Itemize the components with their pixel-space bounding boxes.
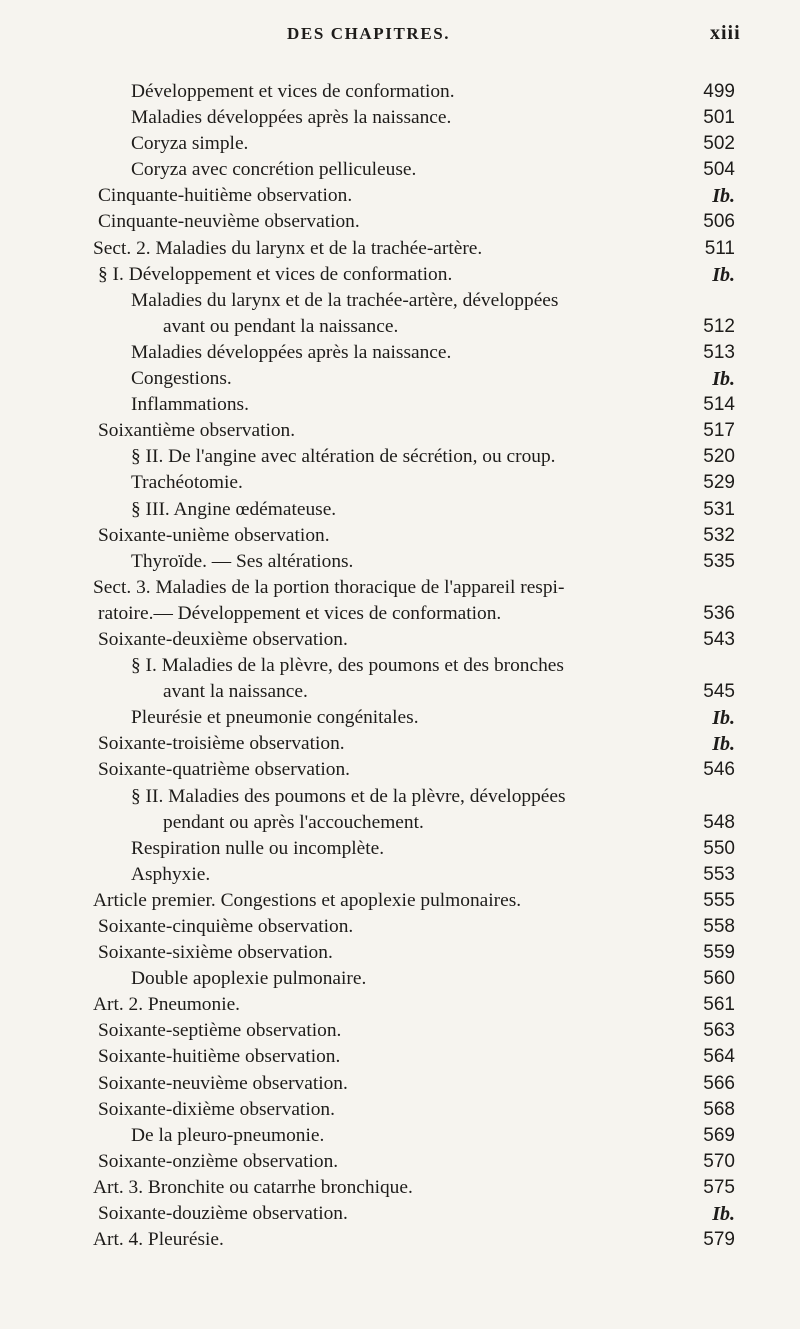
toc-entry-page: 512 — [703, 315, 735, 337]
running-head: DES CHAPITRES. — [287, 24, 451, 43]
toc-entry — [0, 1201, 800, 1227]
toc-entry-title: Coryza simple. — [131, 133, 249, 155]
toc-entry-page: 532 — [703, 524, 735, 546]
toc-entry-page: 543 — [703, 628, 735, 650]
toc-entry — [0, 1175, 800, 1201]
toc-entry-page: Ib. — [712, 368, 735, 391]
toc-entry — [0, 105, 800, 131]
toc-entry-page: 502 — [703, 133, 735, 155]
toc-entry — [0, 679, 800, 705]
toc-entry-title: De la pleuro-pneumonie. — [131, 1124, 325, 1146]
toc-entry-title: Congestions. — [131, 368, 232, 390]
toc-entry — [0, 888, 800, 914]
toc-entry — [0, 340, 800, 366]
toc-entry — [0, 209, 800, 235]
toc-entry — [0, 1018, 800, 1044]
toc-entry — [0, 575, 800, 601]
toc-entry-title: ratoire.— Développement et vices de conformation. — [98, 602, 502, 624]
toc-entry-title: Thyroïde. — Ses altérations. — [131, 550, 354, 572]
toc-entry-title: Respiration nulle ou incomplète. — [131, 837, 385, 859]
toc-entry — [0, 966, 800, 992]
toc-entry-title: Art. 2. Pneumonie. — [93, 994, 241, 1016]
toc-entry-page: 559 — [703, 942, 735, 964]
toc-entry — [0, 810, 800, 836]
toc-entry-page: 566 — [703, 1072, 735, 1094]
toc-entry-page: Ib. — [712, 733, 735, 756]
toc-entry — [0, 940, 800, 966]
toc-entry — [0, 236, 800, 262]
toc-entry-page: 499 — [703, 81, 735, 102]
toc-entry — [0, 862, 800, 888]
folio-page-number: xiii — [710, 22, 741, 44]
toc-entry-title: Maladies développées après la naissance. — [131, 341, 452, 363]
toc-entry — [0, 757, 800, 783]
toc-entry-title: Soixante-troisième observation. — [98, 733, 345, 755]
toc-entry-title: Double apoplexie pulmonaire. — [131, 968, 367, 990]
toc-entry-title: Soixante-cinquième observation. — [98, 916, 354, 937]
toc-entry-page: 506 — [703, 211, 735, 233]
toc-entry-page: 511 — [704, 237, 735, 259]
toc-entry-page: 563 — [703, 1020, 735, 1042]
toc-entry-title: § II. De l'angine avec altération de sécrétion, ou croup. — [131, 446, 556, 468]
toc-entry-title: Soixante-sixième observation. — [98, 942, 333, 964]
toc-entry-page: 575 — [703, 1176, 735, 1198]
toc-entry — [0, 836, 800, 862]
toc-entry — [0, 157, 800, 183]
toc-entry-page: 531 — [703, 498, 735, 520]
toc-entry-page: 517 — [703, 420, 735, 442]
toc-entry-title: Art. 3. Bronchite ou catarrhe bronchique. — [93, 1176, 413, 1198]
toc-entry-page: 568 — [703, 1098, 735, 1120]
toc-entry-title: Soixante-dixième observation. — [98, 1098, 335, 1120]
toc-entry — [0, 1123, 800, 1149]
toc-entry — [0, 366, 800, 392]
page-header — [0, 18, 800, 50]
toc-entry-title: § II. Maladies des poumons et de la plèvre, développées — [131, 785, 566, 807]
toc-entry-page: 535 — [703, 550, 735, 572]
toc-entry-page: 550 — [703, 837, 735, 859]
toc-entry-page: 564 — [703, 1046, 735, 1068]
toc-entry-title: Soixante-douzième observation. — [98, 1203, 348, 1225]
toc-entry — [0, 784, 800, 810]
toc-entry-page: Ib. — [712, 263, 735, 286]
toc-entry-page: Ib. — [712, 185, 735, 208]
toc-entry-title: pendant ou après l'accouchement. — [163, 811, 424, 833]
toc-entry-title: Soixante-deuxième observation. — [98, 628, 348, 650]
toc-entry — [0, 418, 800, 444]
toc-entry-title: Développement et vices de conformation. — [131, 81, 455, 102]
toc-entry-page: 560 — [703, 968, 735, 990]
toc-entry-title: Maladies du larynx et de la trachée-artère, développées — [131, 289, 559, 311]
toc-entry — [0, 314, 800, 340]
toc-entry-title: Sect. 2. Maladies du larynx et de la trachée-artère. — [93, 237, 483, 259]
toc-entry — [0, 79, 800, 105]
toc-entry — [0, 731, 800, 757]
toc-entry — [0, 914, 800, 940]
toc-entry-title: § I. Maladies de la plèvre, des poumons et des bronches — [131, 655, 564, 677]
toc-entry-page: 553 — [703, 863, 735, 885]
toc-entry-page: 546 — [703, 759, 735, 781]
table-of-contents — [0, 79, 800, 1253]
toc-entry-title: Soixante-onzième observation. — [98, 1150, 339, 1172]
toc-entry-title: Soixante-unième observation. — [98, 524, 330, 546]
toc-entry — [0, 183, 800, 209]
toc-entry-page: 548 — [703, 811, 735, 833]
toc-entry-title: avant la naissance. — [163, 681, 308, 703]
toc-entry-title: avant ou pendant la naissance. — [163, 315, 399, 337]
toc-entry — [0, 497, 800, 523]
toc-entry — [0, 992, 800, 1018]
toc-entry-page: 561 — [703, 994, 735, 1016]
toc-entry-page: 504 — [703, 159, 735, 181]
toc-entry-title: § III. Angine œdémateuse. — [131, 498, 337, 520]
toc-entry-page: 569 — [703, 1124, 735, 1146]
toc-entry — [0, 601, 800, 627]
toc-entry — [0, 470, 800, 496]
toc-entry — [0, 549, 800, 575]
toc-entry — [0, 1227, 800, 1253]
toc-entry-title: Article premier. Congestions et apoplexie pulmonaires. — [93, 889, 522, 911]
toc-entry — [0, 288, 800, 314]
toc-entry — [0, 1044, 800, 1070]
toc-entry — [0, 705, 800, 731]
toc-entry-page: 529 — [703, 472, 735, 494]
toc-entry — [0, 131, 800, 157]
toc-entry-title: Soixante-neuvième observation. — [98, 1072, 348, 1094]
toc-entry-title: Soixante-septième observation. — [98, 1020, 342, 1042]
toc-entry-title: Soixante-huitième observation. — [98, 1046, 341, 1068]
toc-entry — [0, 1097, 800, 1123]
toc-entry-title: Soixantième observation. — [98, 420, 296, 442]
toc-entry-title: Trachéotomie. — [131, 472, 243, 494]
toc-entry-page: Ib. — [712, 707, 735, 730]
toc-entry-page: 555 — [703, 889, 735, 911]
toc-entry — [0, 444, 800, 470]
toc-entry-title: Sect. 3. Maladies de la portion thoracique de l'appareil respi- — [93, 576, 565, 598]
toc-entry-title: § I. Développement et vices de conformation. — [98, 263, 453, 285]
toc-entry-page: 513 — [703, 341, 735, 363]
toc-entry-title: Cinquante-huitième observation. — [98, 185, 353, 207]
toc-entry-page: 520 — [703, 446, 735, 468]
toc-entry-page: 501 — [703, 107, 735, 129]
toc-entry — [0, 523, 800, 549]
toc-entry-title: Maladies développées après la naissance. — [131, 107, 452, 129]
toc-entry-title: Pleurésie et pneumonie congénitales. — [131, 707, 419, 729]
toc-entry-page: 570 — [703, 1150, 735, 1172]
toc-entry-title: Soixante-quatrième observation. — [98, 759, 351, 781]
toc-entry-title: Cinquante-neuvième observation. — [98, 211, 360, 233]
toc-entry-page: 536 — [703, 602, 735, 624]
toc-entry-page: 558 — [703, 916, 735, 937]
toc-entry — [0, 653, 800, 679]
toc-entry — [0, 627, 800, 653]
toc-entry — [0, 262, 800, 288]
toc-entry-title: Art. 4. Pleurésie. — [93, 1229, 224, 1251]
toc-entry-page: 579 — [703, 1229, 735, 1251]
toc-entry-title: Inflammations. — [131, 394, 249, 416]
toc-entry-title: Coryza avec concrétion pelliculeuse. — [131, 159, 417, 181]
toc-entry-page: Ib. — [712, 1203, 735, 1226]
toc-entry-page: 514 — [703, 394, 735, 416]
toc-entry-title: Asphyxie. — [131, 863, 211, 885]
toc-entry — [0, 392, 800, 418]
toc-entry-page: 545 — [703, 681, 735, 703]
toc-entry — [0, 1071, 800, 1097]
toc-entry — [0, 1149, 800, 1175]
